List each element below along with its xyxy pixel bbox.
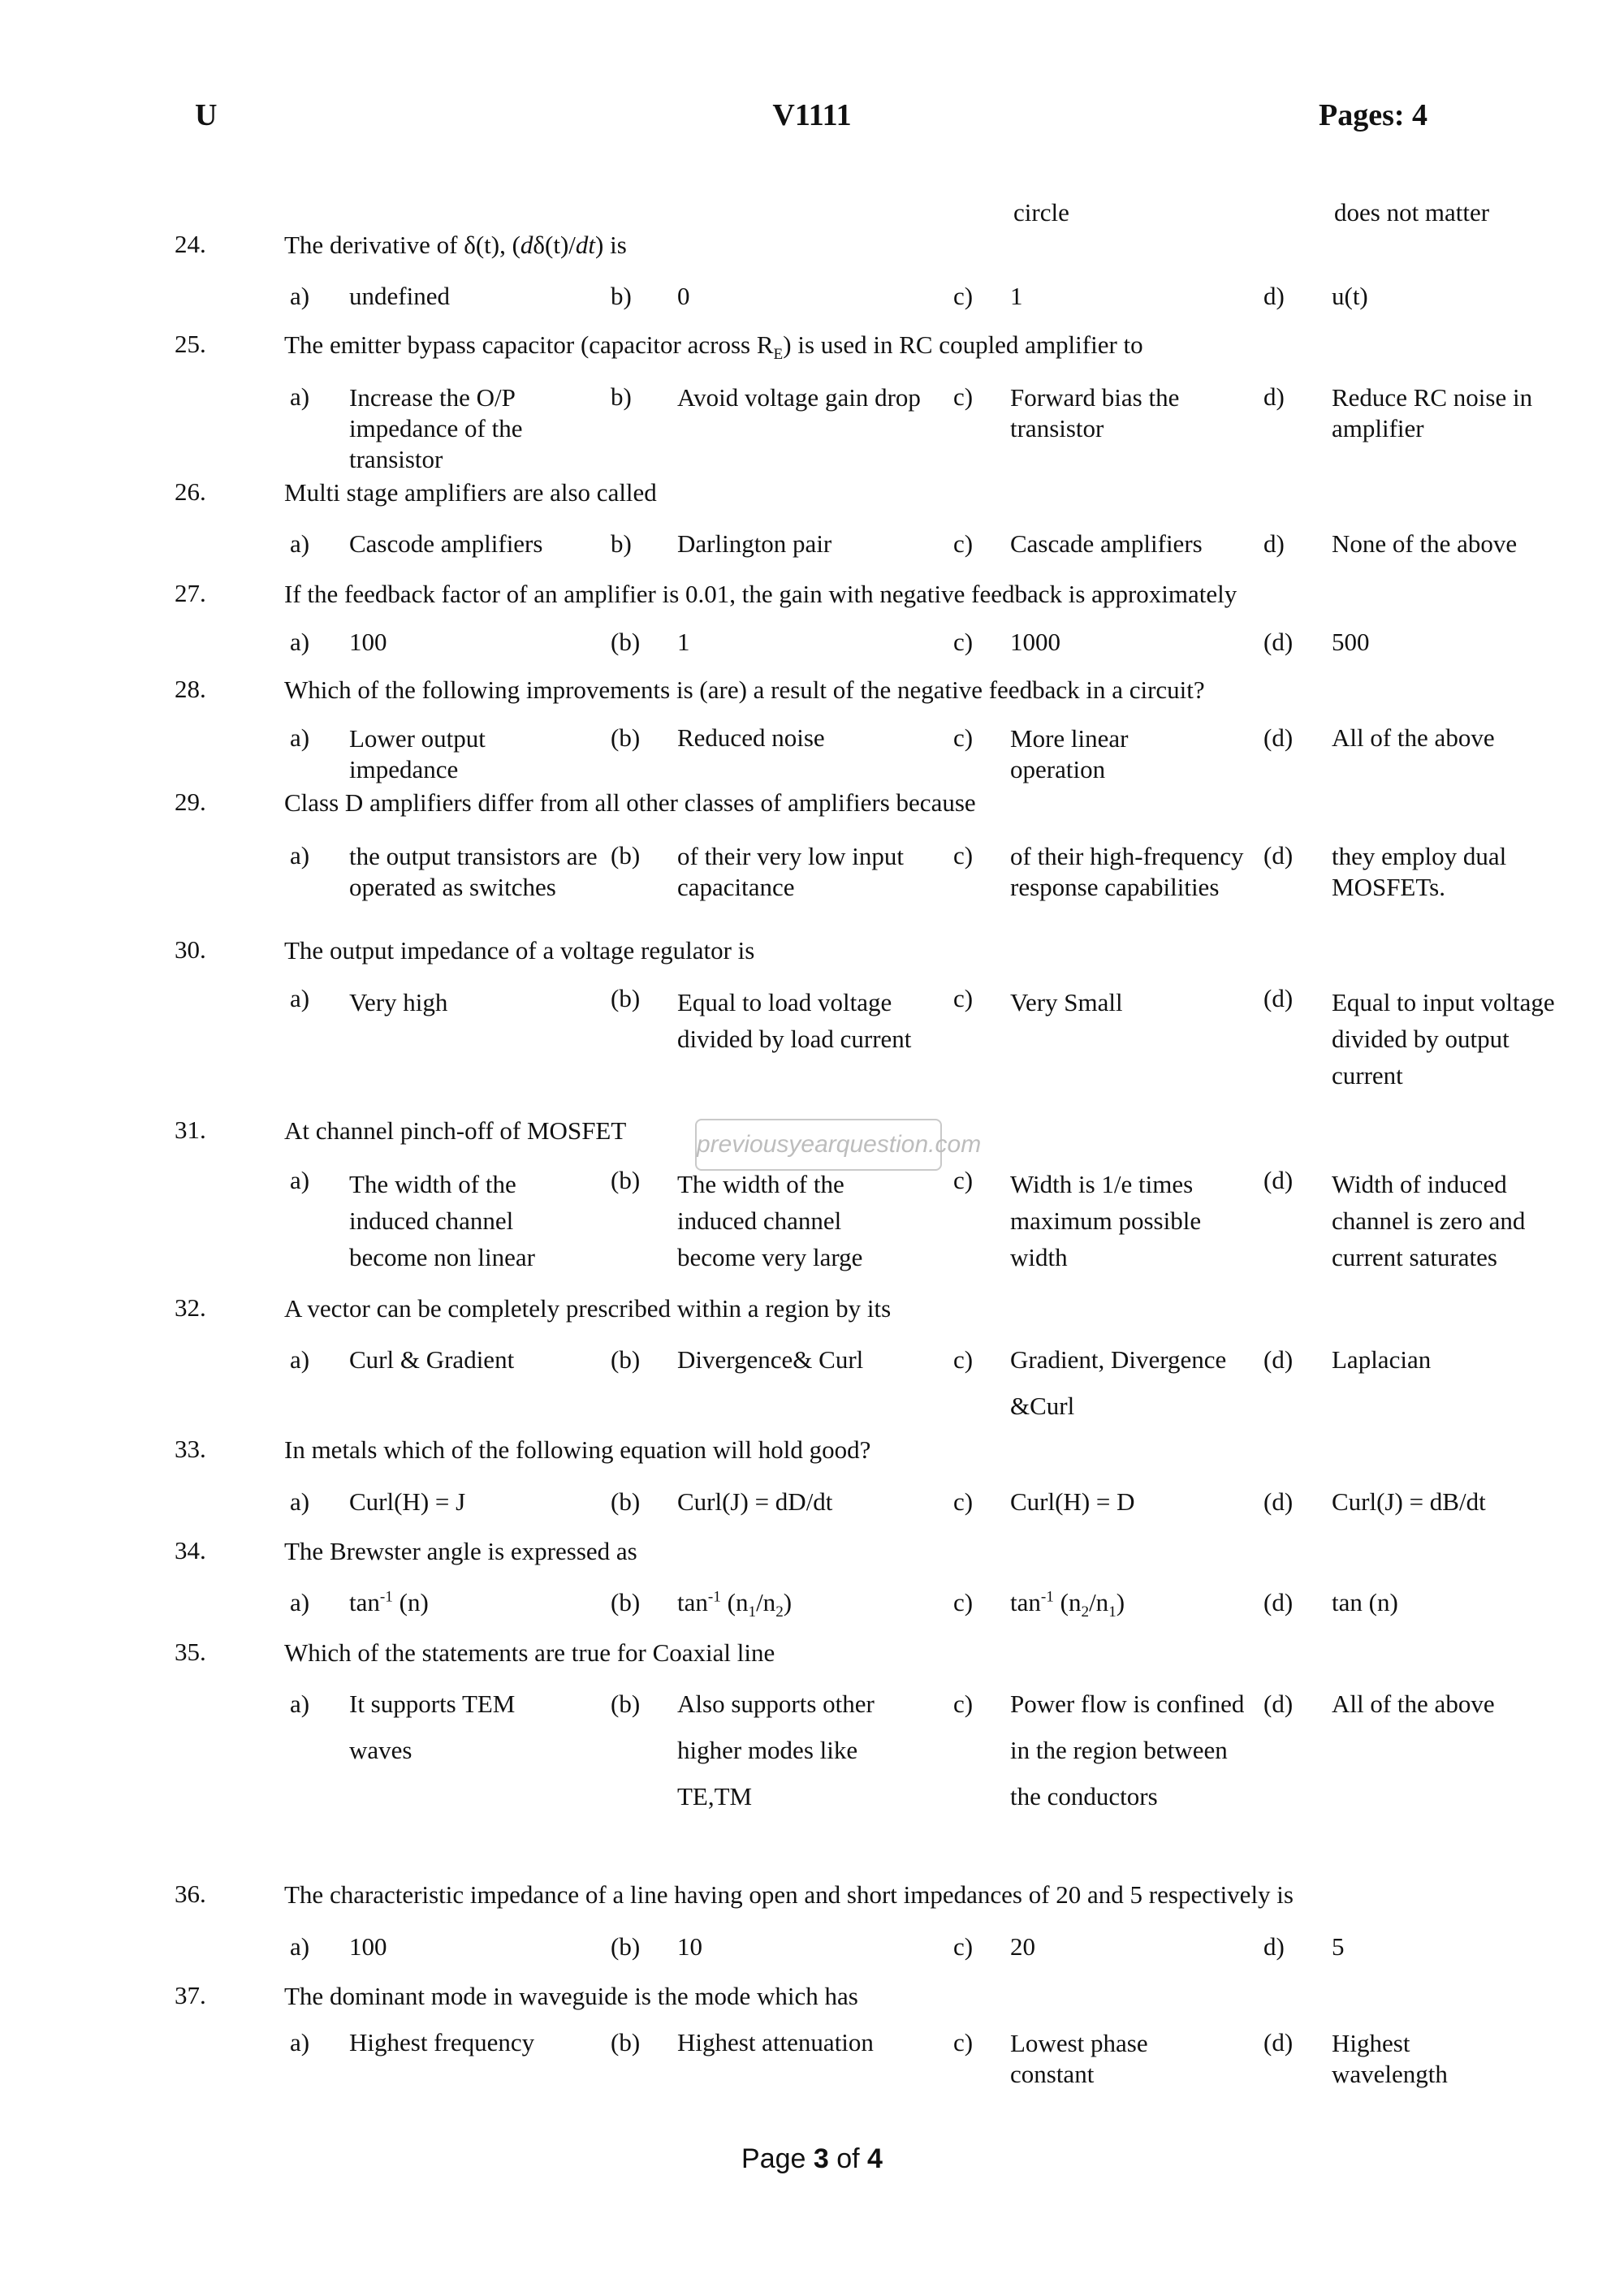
option-d: Highest wavelength <box>1332 2029 1448 2088</box>
option-a: Increase the O/P impedance of the transistor <box>349 383 523 473</box>
option-label-b: (b) <box>611 1588 641 1616</box>
option-c: Cascade amplifiers <box>1010 529 1203 558</box>
option-label-b: (b) <box>611 1932 641 1961</box>
option-label-d: d) <box>1263 282 1285 310</box>
option-label-b: (b) <box>611 723 641 752</box>
option-label-c: c) <box>953 723 974 752</box>
option-b: Divergence& Curl <box>677 1345 864 1374</box>
option-label-a: a) <box>290 723 310 752</box>
option-label-b: (b) <box>611 1166 641 1194</box>
option-a: $\tan^{-1} (n)$ <box>349 1588 429 1616</box>
option-label-a: a) <box>290 1487 310 1516</box>
option-c: Gradient, Divergence &Curl <box>1010 1345 1227 1420</box>
question-number: 29. <box>175 788 206 816</box>
option-label-d: d) <box>1263 529 1285 558</box>
option-a: Cascode amplifiers <box>349 529 543 558</box>
option-a: undefined <box>349 282 450 310</box>
question-text: The dominant mode in waveguide is the mode which has <box>284 1982 858 2010</box>
watermark-logo: previousyearquestion.com <box>695 1119 942 1171</box>
question-number: 27. <box>175 579 206 607</box>
option-b: Avoid voltage gain drop <box>677 383 921 412</box>
option-label-a: a) <box>290 382 310 411</box>
option-label-a: a) <box>290 1932 310 1961</box>
option-d: u(t) <box>1332 282 1368 310</box>
option-c: Power flow is confined in the region between the conductors <box>1010 1690 1245 1810</box>
option-b: of their very low input capacitance <box>677 842 904 901</box>
option-label-d: (d) <box>1263 1690 1294 1718</box>
option-label-a: a) <box>290 984 310 1012</box>
option-label-c: c) <box>953 382 974 411</box>
question-text: A vector can be completely prescribed within a region by its <box>284 1294 892 1323</box>
option-a: Highest frequency <box>349 2028 535 2056</box>
option-label-b: (b) <box>611 1487 641 1516</box>
option-a: 100 <box>349 1932 387 1961</box>
option-label-b: (b) <box>611 1690 641 1718</box>
option-label-d: (d) <box>1263 984 1294 1012</box>
option-label-c: c) <box>953 2028 974 2056</box>
question-text: Which of the statements are true for Coaxial line <box>284 1638 775 1667</box>
carryover-option-c: circle <box>1013 198 1069 227</box>
option-label-c: c) <box>953 1932 974 1961</box>
question-text: The Brewster angle is expressed as <box>284 1537 637 1565</box>
question-number: 26. <box>175 477 206 506</box>
question-text: Class D amplifiers differ from all other classes of amplifiers because <box>284 788 976 817</box>
option-c: 1 <box>1010 282 1023 310</box>
option-d: Width of induced channel is zero and current saturates <box>1332 1170 1526 1271</box>
question-number: 34. <box>175 1536 206 1564</box>
question-number: 35. <box>175 1638 206 1666</box>
page-footer: Page 3 of 4 <box>741 2143 883 2174</box>
option-a: It supports TEM waves <box>349 1690 516 1764</box>
question-number: 36. <box>175 1880 206 1908</box>
option-label-b: (b) <box>611 628 641 656</box>
option-c: of their high-frequency response capabilities <box>1010 842 1244 901</box>
question-number: 32. <box>175 1293 206 1322</box>
option-label-a: a) <box>290 1166 310 1194</box>
option-label-d: d) <box>1263 1932 1285 1961</box>
option-c: Width is 1/e times maximum possible width <box>1010 1170 1202 1271</box>
question-number: 31. <box>175 1116 206 1144</box>
header-pages: Pages: 4 <box>1319 98 1428 132</box>
option-label-b: (b) <box>611 2028 641 2056</box>
question-number: 37. <box>175 1981 206 2009</box>
question-number: 28. <box>175 675 206 703</box>
question-text: The output impedance of a voltage regulator is <box>284 936 755 965</box>
question-number: 25. <box>175 330 206 358</box>
option-label-a: a) <box>290 529 310 558</box>
option-b: Equal to load voltage divided by load current <box>677 988 912 1053</box>
option-label-c: c) <box>953 1345 974 1374</box>
option-b: Also supports other higher modes like TE,TM <box>677 1690 875 1810</box>
option-a: Lower output impedance <box>349 724 486 783</box>
option-label-b: (b) <box>611 841 641 870</box>
option-b: Reduced noise <box>677 723 825 752</box>
option-b: 10 <box>677 1932 702 1961</box>
option-label-c: c) <box>953 529 974 558</box>
option-b: Highest attenuation <box>677 2028 874 2056</box>
option-label-b: b) <box>611 382 632 411</box>
question-number: 30. <box>175 935 206 964</box>
option-b: 0 <box>677 282 690 310</box>
option-c: $\tan^{-1} (n_2/n_1)$ <box>1010 1588 1125 1621</box>
question-text: Multi stage amplifiers are also called <box>284 478 657 507</box>
option-b: 1 <box>677 628 690 656</box>
option-label-d: (d) <box>1263 1487 1294 1516</box>
question-text: The derivative of δ(t), (dδ(t)/dt) is <box>284 231 627 259</box>
option-label-d: (d) <box>1263 841 1294 870</box>
option-label-d: (d) <box>1263 628 1294 656</box>
question-text: The characteristic impedance of a line having open and short impedances of 20 and 5 respectively is <box>284 1880 1294 1909</box>
option-label-c: c) <box>953 984 974 1012</box>
option-label-b: b) <box>611 529 632 558</box>
option-d: they employ dual MOSFETs. <box>1332 842 1507 901</box>
option-c: 20 <box>1010 1932 1035 1961</box>
option-label-b: (b) <box>611 1345 641 1374</box>
option-d: Laplacian <box>1332 1345 1432 1374</box>
question-text: If the feedback factor of an amplifier is 0.01, the gain with negative feedback is approximately <box>284 580 1237 608</box>
option-d: All of the above <box>1332 1690 1495 1718</box>
option-d: None of the above <box>1332 529 1518 558</box>
option-label-d: (d) <box>1263 723 1294 752</box>
question-text: The emitter bypass capacitor (capacitor across $R_E$) is used in RC coupled amplifier to <box>284 330 1143 364</box>
header-code: V1111 <box>772 98 852 132</box>
option-c: Very Small <box>1010 988 1123 1016</box>
option-label-c: c) <box>953 628 974 656</box>
option-label-c: c) <box>953 1690 974 1718</box>
option-d: Equal to input voltage divided by output current <box>1332 988 1555 1090</box>
option-label-a: a) <box>290 282 310 310</box>
option-a: the output transistors are operated as switches <box>349 842 598 901</box>
option-label-a: a) <box>290 1690 310 1718</box>
option-d: tan (n) <box>1332 1588 1398 1616</box>
option-label-a: a) <box>290 841 310 870</box>
option-label-d: (d) <box>1263 1588 1294 1616</box>
option-label-b: (b) <box>611 984 641 1012</box>
option-b: $\tan^{-1} (n_1/n_2)$ <box>677 1588 793 1621</box>
question-text: At channel pinch-off of MOSFET <box>284 1116 627 1145</box>
option-label-c: c) <box>953 1588 974 1616</box>
question-number: 33. <box>175 1435 206 1463</box>
question-number: 24. <box>175 230 206 258</box>
option-c: More linear operation <box>1010 724 1129 783</box>
option-label-c: c) <box>953 841 974 870</box>
option-c: Curl(H) = D <box>1010 1487 1135 1516</box>
option-a: Curl(H) = J <box>349 1487 466 1516</box>
header-left: U <box>195 98 218 132</box>
option-d: Curl(J) = dB/dt <box>1332 1487 1486 1516</box>
option-d: Reduce RC noise in amplifier <box>1332 383 1533 442</box>
option-label-d: (d) <box>1263 1166 1294 1194</box>
option-label-c: c) <box>953 1166 974 1194</box>
option-a: Curl & Gradient <box>349 1345 515 1374</box>
option-label-a: a) <box>290 628 310 656</box>
option-label-a: a) <box>290 1588 310 1616</box>
carryover-option-d: does not matter <box>1334 198 1490 227</box>
option-label-a: a) <box>290 1345 310 1374</box>
option-label-d: d) <box>1263 382 1285 411</box>
option-b: The width of the induced channel become very large <box>677 1170 863 1271</box>
question-text: Which of the following improvements is (are) a result of the negative feedback in a circuit? <box>284 675 1205 704</box>
option-label-d: (d) <box>1263 2028 1294 2056</box>
option-d: All of the above <box>1332 723 1495 752</box>
option-c: Forward bias the transistor <box>1010 383 1180 442</box>
option-b: Darlington pair <box>677 529 832 558</box>
option-c: Lowest phase constant <box>1010 2029 1148 2088</box>
question-text: In metals which of the following equation will hold good? <box>284 1435 871 1464</box>
option-a: The width of the induced channel become non linear <box>349 1170 535 1271</box>
option-a: 100 <box>349 628 387 656</box>
option-label-c: c) <box>953 282 974 310</box>
option-label-a: a) <box>290 2028 310 2056</box>
option-d: 500 <box>1332 628 1370 656</box>
option-label-b: b) <box>611 282 632 310</box>
option-label-d: (d) <box>1263 1345 1294 1374</box>
option-c: 1000 <box>1010 628 1060 656</box>
option-b: Curl(J) = dD/dt <box>677 1487 833 1516</box>
option-d: 5 <box>1332 1932 1345 1961</box>
option-a: Very high <box>349 988 448 1016</box>
option-label-c: c) <box>953 1487 974 1516</box>
